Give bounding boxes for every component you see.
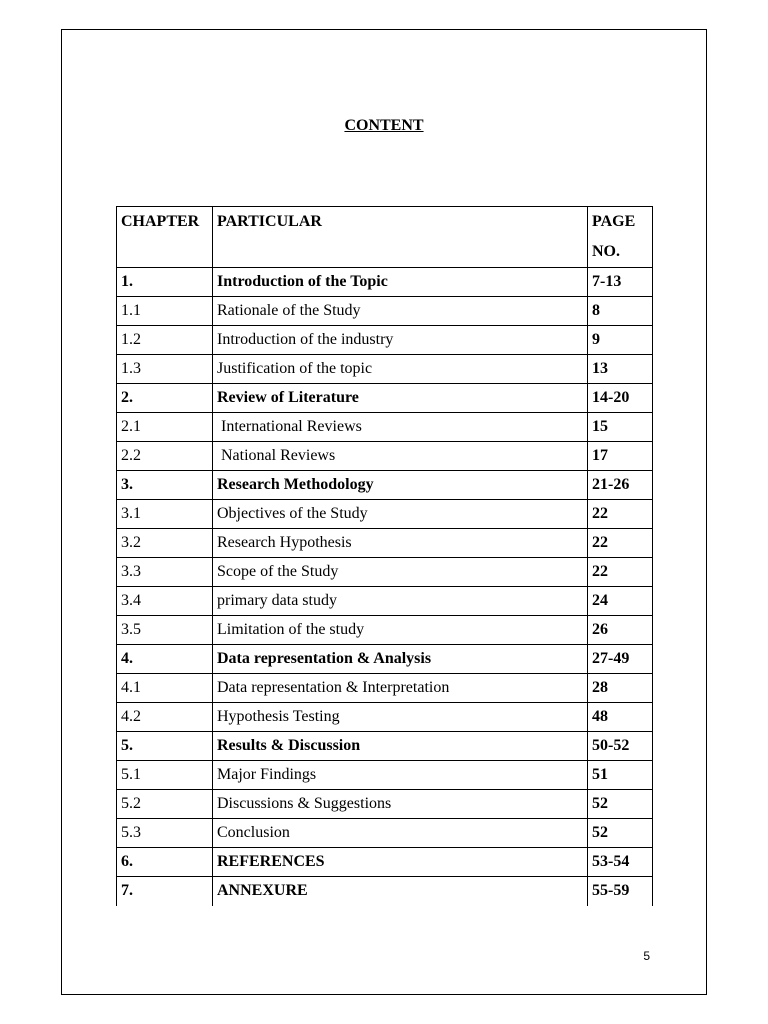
page-number: 5 (643, 949, 650, 963)
chapter-page: 53-54 (588, 848, 653, 877)
chapter-particular: Rationale of the Study (213, 297, 588, 326)
table-row (117, 587, 653, 616)
chapter-page: 14-20 (588, 384, 653, 413)
chapter-number: 5.3 (117, 819, 213, 848)
header-particular: PARTICULAR (213, 207, 588, 268)
chapter-particular: primary data study (213, 587, 588, 616)
table-row (117, 529, 653, 558)
chapter-particular: Data representation & Analysis (213, 645, 588, 674)
chapter-number: 2. (117, 384, 213, 413)
chapter-particular: Major Findings (213, 761, 588, 790)
table-row (117, 297, 653, 326)
chapter-particular: Scope of the Study (213, 558, 588, 587)
table-row (117, 790, 653, 819)
chapter-page: 52 (588, 819, 653, 848)
chapter-particular: Research Hypothesis (213, 529, 588, 558)
table-row (117, 355, 653, 384)
table-row (117, 703, 653, 732)
chapter-number: 3.5 (117, 616, 213, 645)
table-row (117, 848, 653, 877)
chapter-number: 3.1 (117, 500, 213, 529)
chapter-particular: Discussions & Suggestions (213, 790, 588, 819)
chapter-particular: Conclusion (213, 819, 588, 848)
table-row (117, 645, 653, 674)
table-row (117, 442, 653, 471)
chapter-page: 24 (588, 587, 653, 616)
chapter-particular: Objectives of the Study (213, 500, 588, 529)
chapter-particular: Data representation & Interpretation (213, 674, 588, 703)
table-row (117, 761, 653, 790)
chapter-particular: REFERENCES (213, 848, 588, 877)
chapter-number: 3. (117, 471, 213, 500)
table-row (117, 558, 653, 587)
chapter-page: 51 (588, 761, 653, 790)
chapter-page: 8 (588, 297, 653, 326)
page-title: CONTENT (344, 117, 424, 134)
chapter-number: 4. (117, 645, 213, 674)
header-chapter: CHAPTER (117, 207, 213, 268)
chapter-particular: Results & Discussion (213, 732, 588, 761)
chapter-page: 9 (588, 326, 653, 355)
header-page-no (588, 207, 653, 268)
table-row (117, 268, 653, 297)
contents-table (116, 206, 653, 906)
chapter-particular: ANNEXURE (213, 877, 588, 906)
chapter-number: 5.1 (117, 761, 213, 790)
chapter-number: 6. (117, 848, 213, 877)
chapter-number: 3.4 (117, 587, 213, 616)
chapter-particular: Introduction of the Topic (213, 268, 588, 297)
chapter-page: 22 (588, 558, 653, 587)
table-row (117, 819, 653, 848)
header-page-line2: NO. (592, 243, 620, 260)
chapter-number: 1. (117, 268, 213, 297)
chapter-number: 3.2 (117, 529, 213, 558)
chapter-particular: National Reviews (213, 442, 588, 471)
chapter-particular: Introduction of the industry (213, 326, 588, 355)
chapter-number: 1.1 (117, 297, 213, 326)
chapter-number: 5. (117, 732, 213, 761)
chapter-page: 55-59 (588, 877, 653, 906)
chapter-number: 3.3 (117, 558, 213, 587)
chapter-particular: Limitation of the study (213, 616, 588, 645)
chapter-page: 50-52 (588, 732, 653, 761)
header-page-line1: PAGE (592, 213, 636, 230)
chapter-particular: Justification of the topic (213, 355, 588, 384)
chapter-page: 7-13 (588, 268, 653, 297)
table-header-row (117, 207, 653, 268)
chapter-page: 28 (588, 674, 653, 703)
table-row (117, 500, 653, 529)
chapter-number: 7. (117, 877, 213, 906)
chapter-number: 4.1 (117, 674, 213, 703)
chapter-page: 13 (588, 355, 653, 384)
chapter-page: 22 (588, 529, 653, 558)
table-row (117, 674, 653, 703)
chapter-page: 21-26 (588, 471, 653, 500)
chapter-number: 5.2 (117, 790, 213, 819)
chapter-page: 22 (588, 500, 653, 529)
chapter-page: 52 (588, 790, 653, 819)
table-row (117, 326, 653, 355)
chapter-page: 27-49 (588, 645, 653, 674)
chapter-number: 1.2 (117, 326, 213, 355)
chapter-number: 2.1 (117, 413, 213, 442)
chapter-page: 26 (588, 616, 653, 645)
chapter-number: 4.2 (117, 703, 213, 732)
table-row (117, 384, 653, 413)
table-row (117, 413, 653, 442)
chapter-page: 48 (588, 703, 653, 732)
table-row (117, 471, 653, 500)
chapter-number: 2.2 (117, 442, 213, 471)
chapter-number: 1.3 (117, 355, 213, 384)
chapter-particular: Research Methodology (213, 471, 588, 500)
chapter-page: 15 (588, 413, 653, 442)
table-row (117, 732, 653, 761)
table-row (117, 877, 653, 906)
chapter-page: 17 (588, 442, 653, 471)
chapter-particular: Review of Literature (213, 384, 588, 413)
table-row (117, 616, 653, 645)
chapter-particular: International Reviews (213, 413, 588, 442)
chapter-particular: Hypothesis Testing (213, 703, 588, 732)
